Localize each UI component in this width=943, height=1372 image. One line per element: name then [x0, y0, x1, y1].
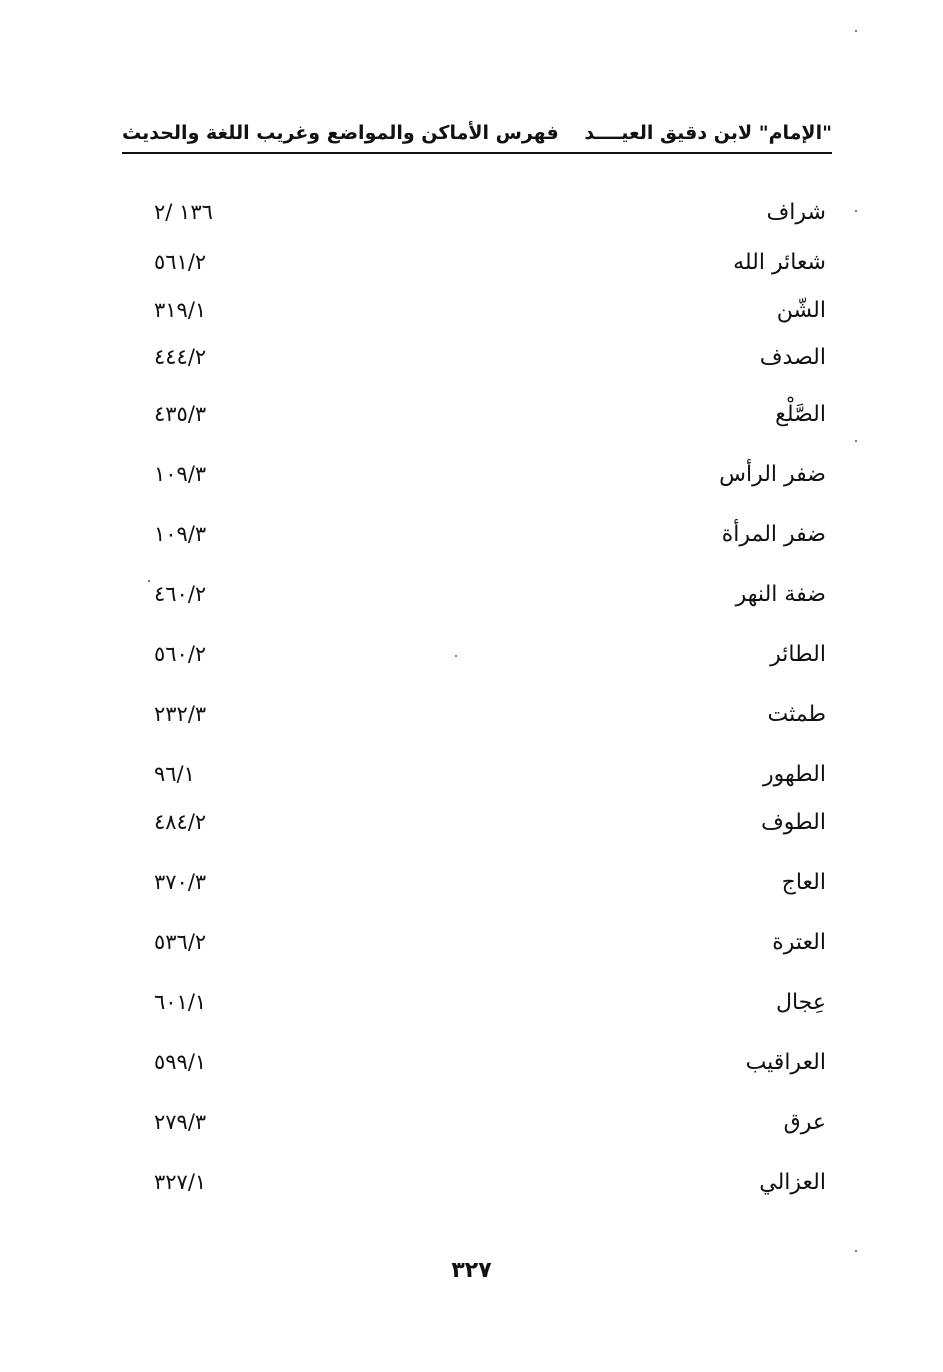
scan-speck [855, 440, 857, 442]
entry-reference: ١٠٩/٣ [154, 462, 207, 486]
index-title: فهرس الأماكن والمواضع وغريب اللغة والحديث [122, 122, 559, 144]
scan-speck [148, 580, 150, 582]
entry-term: الطهور [763, 762, 826, 787]
entry-reference: ٤٨٤/٢ [154, 810, 207, 834]
index-entry [140, 762, 830, 802]
entry-reference: ٥٦١/٢ [154, 250, 207, 274]
entry-term: عِجال [775, 990, 826, 1015]
index-entry [140, 345, 830, 385]
index-entry [140, 298, 830, 338]
index-entry [140, 1170, 830, 1210]
scan-speck [455, 655, 457, 657]
index-entry [140, 1050, 830, 1090]
entry-reference: ١٣٦ /٢ [154, 200, 213, 224]
index-entry [140, 1110, 830, 1150]
entry-term: ضفة النهر [735, 582, 826, 607]
entry-term: العترة [772, 930, 826, 955]
entry-term: الطوف [760, 810, 826, 835]
index-entry [140, 990, 830, 1030]
index-entry [140, 870, 830, 910]
entry-reference: ٤٣٥/٣ [154, 402, 207, 426]
entry-term: ضفر الرأس [719, 462, 826, 487]
index-entry [140, 930, 830, 970]
entry-reference: ٣٧٠/٣ [154, 870, 207, 894]
entry-term: العزالي [759, 1170, 826, 1195]
running-header [122, 118, 832, 154]
index-entry [140, 462, 830, 502]
scan-speck [855, 1250, 857, 1252]
entry-reference: ٣١٩/١ [154, 298, 207, 322]
index-entry [140, 402, 830, 442]
entry-reference: ٥٩٩/١ [154, 1050, 207, 1074]
entry-reference: ٥٦٠/٢ [154, 642, 207, 666]
index-entry [140, 810, 830, 850]
entry-term: العراقيب [745, 1050, 826, 1075]
entry-term: الشّن [776, 298, 826, 323]
book-title: "الإمام" لابن دقيق العيــــد [584, 122, 832, 144]
entry-reference: ٣٢٧/١ [154, 1170, 207, 1194]
entry-reference: ٩٦/١ [154, 762, 195, 786]
scan-speck [855, 210, 857, 212]
entry-term: شعائر الله [733, 250, 826, 275]
entry-term: الصدف [759, 345, 826, 370]
index-entry [140, 522, 830, 562]
entry-reference: ٢٧٩/٣ [154, 1110, 207, 1134]
entry-reference: ١٠٩/٣ [154, 522, 207, 546]
scan-speck [855, 30, 857, 32]
page-number: ٣٢٧ [451, 1258, 492, 1283]
entry-reference: ٤٦٠/٢ [154, 582, 207, 606]
index-entry [140, 582, 830, 622]
entry-reference: ٥٣٦/٢ [154, 930, 207, 954]
entry-term: الطائر [770, 642, 826, 667]
index-entry [140, 200, 830, 240]
entry-term: شراف [766, 200, 826, 225]
entry-reference: ٦٠١/١ [154, 990, 207, 1014]
entry-term: ضفر المرأة [721, 522, 826, 547]
entry-term: العاج [781, 870, 826, 895]
index-entry [140, 642, 830, 682]
entry-reference: ٢٣٢/٣ [154, 702, 207, 726]
entry-term: طمثت [767, 702, 826, 727]
index-entry [140, 702, 830, 742]
index-entry [140, 250, 830, 290]
entry-term: عرق [783, 1110, 826, 1135]
entry-term: الصَّلْع [775, 402, 826, 427]
entry-reference: ٤٤٤/٢ [154, 345, 207, 369]
